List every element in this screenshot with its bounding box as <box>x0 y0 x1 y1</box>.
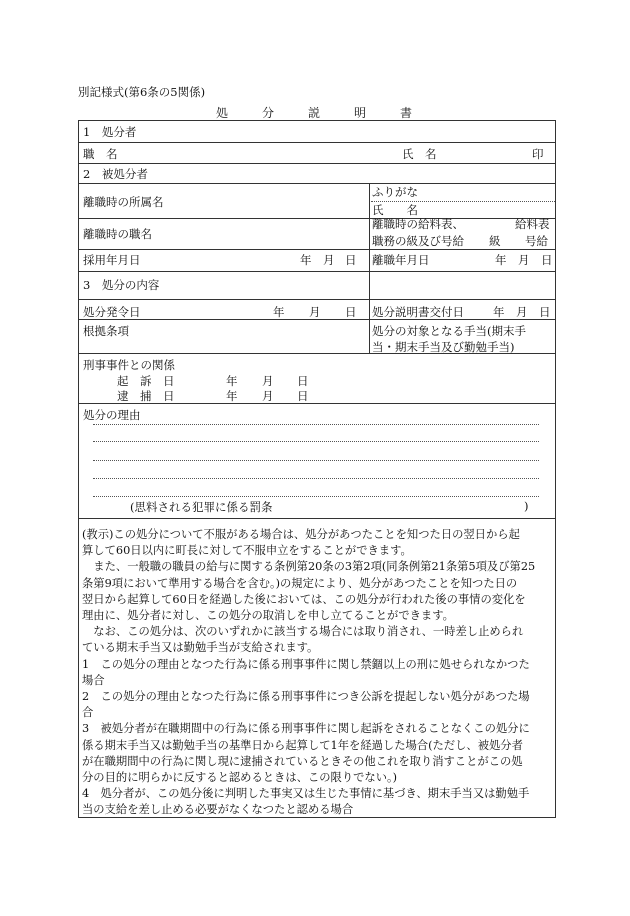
section2-heading: 2 被処分者 <box>83 167 148 181</box>
issue-month: 月 <box>309 305 321 319</box>
issue-year: 年 <box>273 305 285 319</box>
grade-step-label: 職務の級及び号給 <box>372 234 464 248</box>
arrest-day: 日 <box>297 389 309 403</box>
job-title-label: 職 名 <box>83 147 118 161</box>
indictment-year: 年 <box>226 374 238 388</box>
seal-mark: 印 <box>532 147 544 161</box>
note-line: 分の目的に明らかに反すると認めるときは、この限りでない。) <box>82 771 398 785</box>
furigana-label: ふりがな <box>372 185 418 199</box>
note-line: なお、この処分は、次のいずれかに該当する場合には取り消され、一時差し止められ <box>82 625 524 639</box>
delivery-day: 日 <box>539 305 551 319</box>
note-line: 条第9項において準用する場合を含む。)の規定により、処分があつたことを知つた日の <box>82 576 518 590</box>
hire-date-label: 採用年月日 <box>83 253 141 267</box>
note-line: 2 この処分の理由となつた行為に係る刑事事件につき公訴を提起しない処分があつた場 <box>82 690 530 704</box>
note-line: ている期末手当又は勤勉手当が支給されます。 <box>82 641 319 655</box>
step-unit: 号給 <box>525 234 548 248</box>
allowance-label-line2: 当・期末手当及び勤勉手当) <box>372 340 515 354</box>
crime-provision-label: (思料される犯罪に係る罰条 <box>130 500 273 514</box>
allowance-label-line1: 処分の対象となる手当(期末手 <box>372 324 526 338</box>
note-line: 理由に、処分者に対し、この処分の取消しを申し立てることができます。 <box>82 609 454 623</box>
hire-day: 日 <box>345 253 357 267</box>
title-char: 明 <box>354 106 367 120</box>
title-char: 分 <box>261 106 274 120</box>
leave-month: 月 <box>518 253 530 267</box>
note-line: 3 被処分者が在職期間中の行為に係る刑事事件に関し起訴をされることなくこの処分に <box>82 722 530 736</box>
indictment-month: 月 <box>262 374 274 388</box>
instruction-notes <box>82 527 554 819</box>
arrest-year: 年 <box>226 389 238 403</box>
hire-month: 月 <box>323 253 335 267</box>
note-line: (教示)この処分について不服がある場合は、処分があつたことを知つた日の翌日から起 <box>82 528 520 541</box>
form-reference: 別記様式(第6条の5関係) <box>78 85 206 99</box>
delivery-year: 年 <box>493 305 505 319</box>
indictment-date-label: 起 訴 日 <box>117 374 175 388</box>
grade-unit: 級 <box>489 234 501 248</box>
indictment-day: 日 <box>297 374 309 388</box>
note-line: 1 この処分の理由となつた行為に係る刑事事件に関し禁錮以上の刑に処せられなかつた <box>82 657 530 671</box>
document-title <box>78 104 550 121</box>
title-char: 説 <box>307 106 320 120</box>
section1-heading: 1 処分者 <box>83 125 137 139</box>
crime-provision-close: ) <box>524 499 529 513</box>
delivery-month: 月 <box>516 305 528 319</box>
title-char: 処 <box>215 106 228 120</box>
salary-table-unit: 給料表 <box>515 217 550 231</box>
section3-heading: 3 処分の内容 <box>83 278 160 292</box>
position-label: 離職時の職名 <box>83 227 152 241</box>
name-label: 氏 名 <box>402 147 437 161</box>
leave-day: 日 <box>541 253 553 267</box>
hire-year: 年 <box>300 253 312 267</box>
leave-year: 年 <box>495 253 507 267</box>
title-char: 書 <box>400 106 413 120</box>
note-line: が在職期間中の行為に関し現に逮捕されているときその他これを取り消すことがこの処 <box>82 754 523 768</box>
subject-name-label: 氏 名 <box>372 203 418 217</box>
note-line: 場合 <box>82 673 105 687</box>
note-line: 4 処分者が、この処分後に判明した事実又は生じた事情に基づき、期末手当又は勤勉手 <box>82 787 530 801</box>
note-line: また、一般職の職員の給与に関する条例第20条の3第2項(同条例第21条第5項及び第25 <box>82 560 536 574</box>
dept-label: 離職時の所属名 <box>83 195 164 209</box>
delivery-date-label: 処分説明書交付日 <box>372 305 464 319</box>
note-line: 当の支給を差し止める必要がなくなつたと認める場合 <box>82 803 354 817</box>
note-line: 算して60日以内に町長に対して不服申立をすることができます。 <box>82 544 412 558</box>
reason-label: 処分の理由 <box>83 408 141 422</box>
leave-date-label: 離職年月日 <box>372 253 430 267</box>
issue-date-label: 処分発令日 <box>83 305 141 319</box>
issue-day: 日 <box>345 305 357 319</box>
legal-basis-label: 根拠条項 <box>83 324 129 338</box>
arrest-date-label: 逮 捕 日 <box>117 389 175 403</box>
note-line: 係る期末手当又は勤勉手当の基準日から起算して1年を経過した場合(ただし、被処分者 <box>82 738 523 752</box>
criminal-case-heading: 刑事事件との関係 <box>83 358 175 372</box>
note-line: 合 <box>82 706 94 720</box>
salary-table-label: 離職時の給料表、 <box>372 217 464 231</box>
arrest-month: 月 <box>262 389 274 403</box>
note-line: 翌日から起算して60日を経過した後においては、この処分が行われた後の事情の変化を <box>82 592 526 606</box>
